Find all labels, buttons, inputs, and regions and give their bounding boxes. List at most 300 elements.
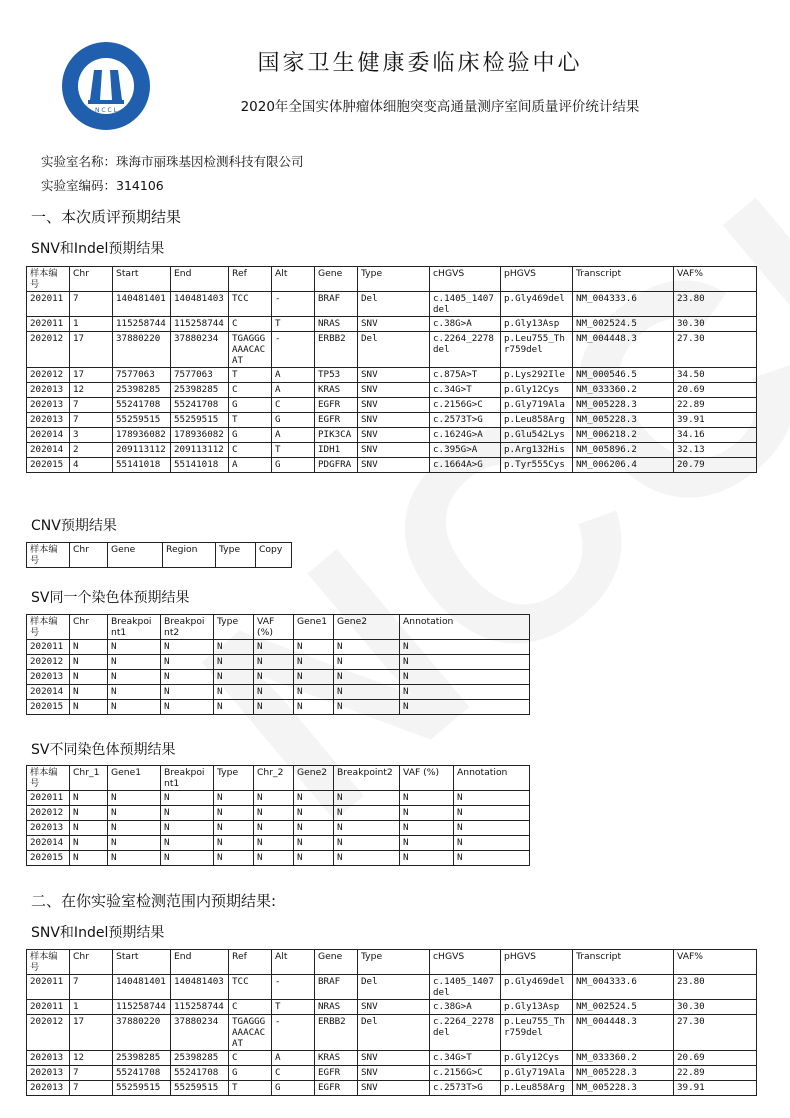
sv-same-cell: N [214,700,254,715]
sv-diff-cell: N [454,806,530,821]
sv-diff-cell: N [454,836,530,851]
sv-diff-cell: N [108,791,161,806]
snv2-row [27,1015,757,1051]
snv-cell: p.Gly719Ala [501,398,573,413]
snv-cell: 39.91 [674,413,757,428]
lab-code-line [41,176,164,194]
snv2-row [27,1081,757,1096]
sv-same-cell: N [334,700,400,715]
svg-text:N C C L: N C C L [95,107,117,114]
snv-cell: 20.79 [674,458,757,473]
snv-cell: TP53 [315,368,358,383]
snv2-cell: Del [358,1015,430,1051]
snv-cell: c.2573T>G [430,413,501,428]
sv-same-header-cell: VAF(%) [254,615,294,640]
cnv-header-cell: Chr [70,543,108,568]
snv2-title: SNV和Indel预期结果 [31,925,165,941]
sv-same-cell: 202012 [27,655,70,670]
snv2-cell: C [229,1051,272,1066]
snv2-cell: 37880234 [171,1015,229,1051]
sv-same-cell: N [254,640,294,655]
snv-cell: C [229,443,272,458]
snv-cell: 23.80 [674,292,757,317]
snv-cell: c.38G>A [430,317,501,332]
snv2-cell: 202013 [27,1081,70,1096]
sv-same-cell: N [400,655,530,670]
snv2-cell: 55259515 [171,1081,229,1096]
sv-same-cell: 202015 [27,700,70,715]
snv-cell: 55141018 [171,458,229,473]
sv-same-cell: N [161,670,214,685]
sv-same-cell: N [161,685,214,700]
snv-cell: T [229,368,272,383]
snv-cell: NM_005896.2 [573,443,674,458]
sv-diff-cell: N [294,851,334,866]
snv-cell: 202012 [27,332,70,368]
snv2-cell: 30.30 [674,1000,757,1015]
snv2-header-cell: Type [358,950,430,975]
snv-cell: SNV [358,443,430,458]
sv-diff-header-cell: Chr_1 [70,766,108,791]
snv-cell: 7577063 [113,368,171,383]
snv-cell: - [272,292,315,317]
sv-same-cell: N [214,655,254,670]
snv-cell: 55259515 [113,413,171,428]
snv-cell: 202013 [27,413,70,428]
snv-cell: T [272,317,315,332]
sv-diff-cell: N [334,791,400,806]
snv-row [27,443,757,458]
snv-cell: Del [358,332,430,368]
lab-name: 珠海市丽珠基因检测科技有限公司 [116,154,304,169]
snv-cell: 178936082 [113,428,171,443]
snv-cell: p.Gly13Asp [501,317,573,332]
sv-diff-chromosome-table [26,765,530,866]
snv2-cell: 25398285 [171,1051,229,1066]
sv-diff-header-cell: Breakpoint2 [334,766,400,791]
snv-cell: p.Leu858Arg [501,413,573,428]
sv-same-cell: N [254,655,294,670]
sv-diff-cell: N [334,836,400,851]
snv-cell: p.Gly469del [501,292,573,317]
snv-cell: p.Tyr555Cys [501,458,573,473]
snv-cell: 7 [70,398,113,413]
snv-cell: EGFR [315,398,358,413]
snv2-row [27,1000,757,1015]
snv2-cell: EGFR [315,1066,358,1081]
cnv-header-cell: Copy [256,543,292,568]
sv-diff-cell: N [214,821,254,836]
snv2-cell: 1 [70,1000,113,1015]
snv2-cell: 23.80 [674,975,757,1000]
snv-cell: SNV [358,413,430,428]
sv-diff-cell: N [108,806,161,821]
sv-same-row [27,670,530,685]
sv-same-cell: N [254,685,294,700]
sv-diff-cell: N [214,806,254,821]
snv-cell: SNV [358,383,430,398]
sv-diff-cell: N [334,821,400,836]
snv2-cell: 39.91 [674,1081,757,1096]
sv-diff-cell: 202013 [27,821,70,836]
snv-cell: NM_004448.3 [573,332,674,368]
snv-header-cell: 样本编号 [27,267,70,292]
snv2-cell: 20.69 [674,1051,757,1066]
sv-diff-cell: N [254,806,294,821]
snv-cell: 202012 [27,368,70,383]
snv-cell: 202015 [27,458,70,473]
sv-same-cell: 202013 [27,670,70,685]
snv2-cell: SNV [358,1081,430,1096]
snv-cell: c.2156G>C [430,398,501,413]
snv-cell: 55241708 [171,398,229,413]
sv-diff-cell: N [161,851,214,866]
snv-cell: 37880234 [171,332,229,368]
cnv-header-cell: Region [163,543,216,568]
cnv-header-cell: Type [216,543,256,568]
sv-diff-cell: N [294,821,334,836]
snv-cell: TGAGGGAAACACAT [229,332,272,368]
snv2-cell: p.Gly12Cys [501,1051,573,1066]
snv2-header-cell: Ref [229,950,272,975]
snv2-cell: 55241708 [113,1066,171,1081]
snv2-cell: c.2156G>C [430,1066,501,1081]
snv-cell: IDH1 [315,443,358,458]
snv-cell: 22.89 [674,398,757,413]
sv-diff-cell: N [294,791,334,806]
sv-same-cell: N [294,700,334,715]
snv-cell: NM_005228.3 [573,413,674,428]
sv-diff-cell: N [161,836,214,851]
sv-diff-cell: N [454,851,530,866]
snv-cell: EGFR [315,413,358,428]
sv-same-cell: N [214,685,254,700]
sv-diff-cell: N [454,791,530,806]
snv-cell: A [272,428,315,443]
snv2-cell: 202013 [27,1051,70,1066]
sv-diff-cell: N [400,806,454,821]
sv-diff-cell: N [70,791,108,806]
snv-cell: p.Arg132His [501,443,573,458]
snv-cell: 202011 [27,292,70,317]
lab-name-line [41,152,304,170]
snv2-cell: p.Leu858Arg [501,1081,573,1096]
snv-title: SNV和Indel预期结果 [31,241,165,257]
snv-cell: SNV [358,458,430,473]
snv-cell: SNV [358,398,430,413]
sv-same-cell: N [334,670,400,685]
sv-diff-cell: N [400,851,454,866]
sv-diff-cell: 202012 [27,806,70,821]
snv2-header-cell: pHGVS [501,950,573,975]
snv-cell: 25398285 [113,383,171,398]
sv-diff-row [27,806,530,821]
sv-diff-header-cell: Gene2 [294,766,334,791]
sv-diff-row [27,791,530,806]
snv2-cell: 202011 [27,975,70,1000]
snv-cell: 17 [70,368,113,383]
snv-cell: A [272,368,315,383]
snv-cell: c.395G>A [430,443,501,458]
snv2-cell: 12 [70,1051,113,1066]
sv-diff-header-cell: Annotation [454,766,530,791]
sv-diff-cell: N [400,821,454,836]
snv2-cell: c.2264_2278del [430,1015,501,1051]
snv2-cell: 55241708 [171,1066,229,1081]
snv-header-cell: Gene [315,267,358,292]
sv-diff-cell: N [214,836,254,851]
sv-same-cell: N [108,685,161,700]
sv-diff-row [27,821,530,836]
snv-cell: 12 [70,383,113,398]
snv2-cell: - [272,1015,315,1051]
nccl-watermark [141,60,790,886]
snv2-cell: NM_004333.6 [573,975,674,1000]
snv-cell: G [229,428,272,443]
snv2-cell: c.38G>A [430,1000,501,1015]
sv-diff-cell: N [108,836,161,851]
snv-cell: NM_006206.4 [573,458,674,473]
nccl-logo-icon [60,40,152,132]
snv2-cell: SNV [358,1000,430,1015]
snv-cell: SNV [358,317,430,332]
snv-cell: G [272,413,315,428]
snv2-cell: NM_033360.2 [573,1051,674,1066]
snv2-cell: p.Leu755_Thr759del [501,1015,573,1051]
sv-diff-cell: N [334,806,400,821]
sv-diff-cell: N [294,836,334,851]
sv-same-cell: 202011 [27,640,70,655]
sv-same-cell: N [214,640,254,655]
sv-same-cell: N [294,655,334,670]
snv2-cell: NM_005228.3 [573,1081,674,1096]
snv-cell: 178936082 [171,428,229,443]
snv-cell: 202011 [27,317,70,332]
snv2-cell: SNV [358,1066,430,1081]
snv-cell: 202013 [27,398,70,413]
snv2-row [27,975,757,1000]
snv-cell: 30.30 [674,317,757,332]
sv-diff-header-cell: 样本编号 [27,766,70,791]
snv2-cell: 7 [70,1081,113,1096]
snv-cell: PIK3CA [315,428,358,443]
sv-same-cell: N [294,640,334,655]
snv2-cell: 25398285 [113,1051,171,1066]
snv-cell: 55241708 [113,398,171,413]
sv-diff-cell: 202014 [27,836,70,851]
sv-same-cell: N [70,700,108,715]
snv2-cell: 140481403 [171,975,229,1000]
snv-cell: 202014 [27,443,70,458]
snv2-cell: 202012 [27,1015,70,1051]
snv-cell: c.1405_1407del [430,292,501,317]
snv2-cell: 17 [70,1015,113,1051]
snv-cell: p.Lys292Ile [501,368,573,383]
snv2-cell: c.1405_1407del [430,975,501,1000]
snv2-header-cell: VAF% [674,950,757,975]
snv-cell: NM_002524.5 [573,317,674,332]
cnv-header-cell: 样本编号 [27,543,70,568]
sv-diff-cell: 202011 [27,791,70,806]
snv2-cell: EGFR [315,1081,358,1096]
sv-same-cell: N [70,655,108,670]
section1-title: 一、本次质评预期结果 [31,208,182,226]
sv-diff-header-row [27,766,530,791]
snv-cell: 115258744 [171,317,229,332]
sv-same-cell: N [254,670,294,685]
sv-diff-header-cell: Gene1 [108,766,161,791]
snv-cell: - [272,332,315,368]
snv2-cell: TCC [229,975,272,1000]
snv-header-cell: Alt [272,267,315,292]
sv-same-cell: N [334,655,400,670]
snv2-header-cell: Transcript [573,950,674,975]
snv2-cell: NM_004448.3 [573,1015,674,1051]
snv2-cell: T [229,1081,272,1096]
snv-cell: G [272,458,315,473]
snv-cell: c.1624G>A [430,428,501,443]
sv-diff-cell: N [454,821,530,836]
sv-same-header-cell: Chr [70,615,108,640]
snv2-cell: 115258744 [113,1000,171,1015]
sv-same-cell: 202014 [27,685,70,700]
sv-same-row [27,700,530,715]
cnv-title: CNV预期结果 [31,518,117,534]
cnv-header-cell: Gene [108,543,163,568]
snv-header-cell: Type [358,267,430,292]
sv-same-chromosome-table [26,614,530,715]
snv-cell: T [272,443,315,458]
snv2-cell: SNV [358,1051,430,1066]
sv-diff-cell: N [334,851,400,866]
sv-diff-cell: N [294,806,334,821]
snv-row [27,413,757,428]
snv-cell: NM_005228.3 [573,398,674,413]
snv-cell: 17 [70,332,113,368]
snv2-cell: T [272,1000,315,1015]
snv2-cell: p.Gly719Ala [501,1066,573,1081]
snv-cell: NM_033360.2 [573,383,674,398]
snv-cell: G [229,398,272,413]
snv2-row [27,1066,757,1081]
sv-same-cell: N [108,700,161,715]
sv-same-cell: N [334,640,400,655]
sv-same-cell: N [161,640,214,655]
snv-cell: NRAS [315,317,358,332]
snv-cell: BRAF [315,292,358,317]
snv-row [27,317,757,332]
sv-diff-cell: N [70,806,108,821]
snv-cell: 34.50 [674,368,757,383]
snv-header-cell: cHGVS [430,267,501,292]
sv-same-header-cell: 样本编号 [27,615,70,640]
sv-same-header-cell: Breakpoint2 [161,615,214,640]
snv-cell: NM_004333.6 [573,292,674,317]
snv2-header-cell: Alt [272,950,315,975]
report-subtitle: 2020年全国实体肿瘤体细胞突变高通量测序室间质量评价统计结果 [240,99,640,115]
snv-cell: NM_006218.2 [573,428,674,443]
sv-diff-cell: N [254,821,294,836]
sv-same-cell: N [254,700,294,715]
snv-header-cell: Transcript [573,267,674,292]
sv-diff-cell: N [214,791,254,806]
sv-diff-cell: N [214,851,254,866]
snv-row [27,368,757,383]
snv2-cell: Del [358,975,430,1000]
snv2-cell: p.Gly13Asp [501,1000,573,1015]
snv2-cell: TGAGGGAAACACAT [229,1015,272,1051]
snv-cell: 209113112 [113,443,171,458]
snv-cell: 4 [70,458,113,473]
sv-diff-cell: N [400,791,454,806]
sv-same-row [27,685,530,700]
snv2-cell: 202013 [27,1066,70,1081]
snv2-cell: 37880220 [113,1015,171,1051]
snv-cell: 140481403 [171,292,229,317]
sv-same-header-cell: Gene1 [294,615,334,640]
lab-code: 314106 [116,178,164,193]
sv-same-cell: N [70,640,108,655]
snv-cell: 202013 [27,383,70,398]
snv-cell: KRAS [315,383,358,398]
snv2-cell: C [229,1000,272,1015]
sv-same-cell: N [161,700,214,715]
sv-same-cell: N [400,640,530,655]
snv-row [27,428,757,443]
snv2-header-row [27,950,757,975]
snv-cell: 32.13 [674,443,757,458]
snv2-cell: NM_002524.5 [573,1000,674,1015]
snv-cell: C [229,383,272,398]
snv-header-cell: End [171,267,229,292]
sv-same-cell: N [400,670,530,685]
snv2-cell: 115258744 [171,1000,229,1015]
snv-cell: 7 [70,292,113,317]
snv-row [27,458,757,473]
snv-cell: 115258744 [113,317,171,332]
sv-diff-cell: N [70,821,108,836]
sv-same-cell: N [108,670,161,685]
snv-cell: 37880220 [113,332,171,368]
cnv-header-row [27,543,292,568]
sv-diff-cell: N [108,851,161,866]
sv-diff-cell: N [70,851,108,866]
snv-indel-table-in-range [26,949,757,1096]
snv-cell: TCC [229,292,272,317]
snv-cell: 25398285 [171,383,229,398]
sv-diff-header-cell: Breakpoint1 [161,766,214,791]
snv2-cell: A [272,1051,315,1066]
snv2-cell: 55259515 [113,1081,171,1096]
sv-same-cell: N [334,685,400,700]
snv2-header-cell: End [171,950,229,975]
sv-diff-cell: N [161,791,214,806]
snv-cell: p.Leu755_Thr759del [501,332,573,368]
sv-diff-cell: N [161,821,214,836]
snv-cell: c.2264_2278del [430,332,501,368]
snv-cell: 55259515 [171,413,229,428]
snv2-cell: KRAS [315,1051,358,1066]
snv2-cell: p.Gly469del [501,975,573,1000]
snv-header-row [27,267,757,292]
sv-same-cell: N [400,685,530,700]
snv-cell: 55141018 [113,458,171,473]
snv-cell: SNV [358,368,430,383]
lab-name-label: 实验室名称： [41,154,117,169]
snv-cell: c.1664A>G [430,458,501,473]
snv-cell: T [229,413,272,428]
snv-header-cell: VAF% [674,267,757,292]
